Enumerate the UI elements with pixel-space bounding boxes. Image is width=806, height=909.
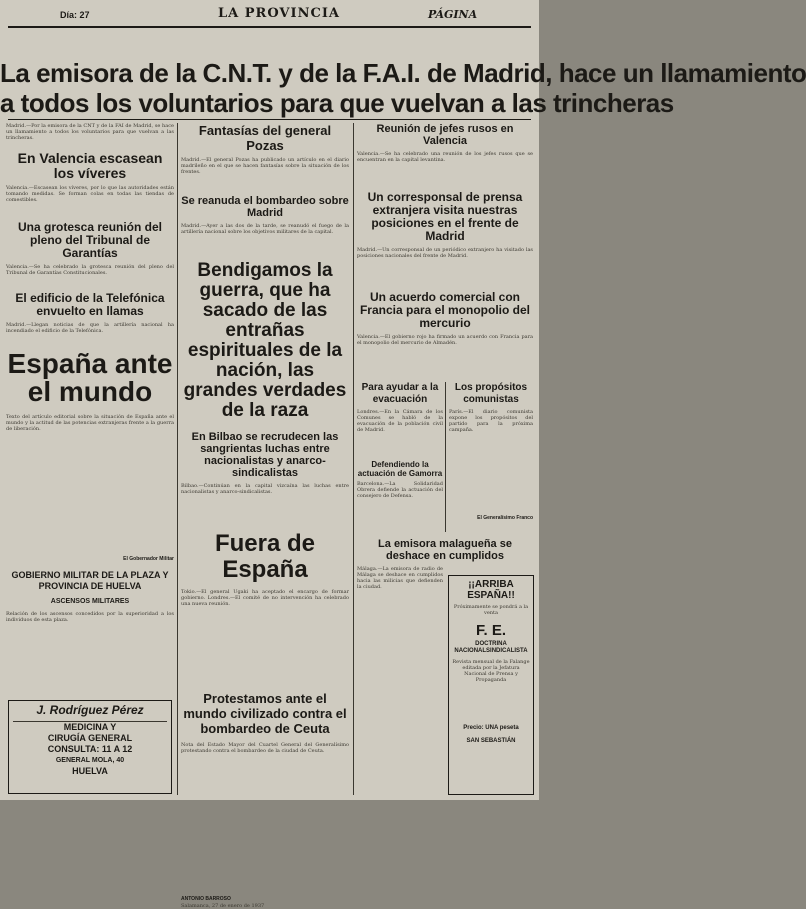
corresponsal-headline: Un corresponsal de prensa extranjera visita nuestras posiciones en el frente de Madrid [367,190,523,243]
doctor-ad [8,700,172,794]
right-signature: El Generalísimo Franco [477,515,533,521]
issue-day: Día: 27 [60,10,90,20]
ayudar-text: Londres.—En la Cámara de los Comunes se habló de la evacuación de la población civil de Madrid. [357,409,443,433]
main-headline-line1: La emisora de la C.N.T. y de la F.A.I. de Madrid, hace un llamamiento [0,58,806,88]
ad-line-consulta: CONSULTA: 11 A 12 [47,744,133,754]
ad-doctor-name: J. Rodríguez Pérez [36,703,144,717]
newspaper-title: LA PROVINCIA [218,6,340,21]
split-section [357,382,533,532]
main-headline-line2: a todos los voluntarios para que vuelvan a las trincheras [0,88,674,118]
ad-arriba-sub: Próximamente se pondrá a la venta [453,604,529,616]
gobierno-headline: GOBIERNO MILITAR DE LA PLAZA Y PROVINCIA DE HUELVA [11,570,169,591]
lead-text: Madrid.—Por la emisora de la CNT y de la FAI de Madrid, se hace un llamamiento a todos los voluntarios para que vuelvan a las trincheras. [6,123,174,141]
ad-divider [13,721,167,722]
ad-fe-place: SAN SEBASTIÁN [466,738,516,744]
ad-fe-title: DOCTRINA NACIONALSINDICALISTA [454,641,528,654]
left-signature: El Gobernador Militar [123,556,174,562]
ad-fe-logo: F. E. [475,622,506,639]
ad-line-cirugia: CIRUGÍA GENERAL [47,733,133,743]
ad-line-medicina: MEDICINA Y [63,722,117,732]
telefonica-headline: El edificio de la Telefónica envuelto en llamas [15,291,165,318]
telefonica-text: Madrid.—Llegan noticias de que la artillería nacional ha incendiado el edificio de la Telefónica. [6,322,174,334]
ad-line-city: HUELVA [72,766,108,776]
fuera-text: Tokio.—El general Ugaki ha aceptado el encargo de formar gobierno. Londres.—El comité de no intervención ha celebrado una nueva reunión. [181,589,349,607]
pozas-headline: Fantasías del general Pozas [198,123,332,153]
header-rule [8,26,531,28]
bombardeo-text: Madrid.—Ayer a las dos de la tarde, se reanudó el fuego de la artillería nacional sobre los objetivos militares de la capital. [181,223,349,235]
defendiendo-headline: Defendiendo la actuación de Gamorra [357,460,443,478]
ad-fe-text: Revista mensual de la Falange editada por la Jefatura Nacional de Prensa y Propaganda [452,659,530,683]
center-column [181,123,349,909]
propositos-headline: Los propósitos comunistas [454,382,528,405]
propositos-text: París.—El diario comunista expone los propósitos del partido para la próxima campaña. [449,409,533,433]
acuerdo-text: Valencia.—El gobierno rojo ha firmado un acuerdo con Francia para el monopolio del mercurio de Almadén. [357,334,533,346]
column-divider-right [353,123,354,795]
split-divider [445,382,446,532]
fe-ad [448,575,534,795]
ad-line-address: GENERAL MOLA, 40 [55,757,125,764]
propositos-block [449,382,533,521]
espana-text: Texto del artículo editorial sobre la situación de España ante el mundo y la actitud de las potencias extranjeras frente a la guerra de liberación. [6,414,174,432]
left-column [6,123,174,795]
bilbao-text: Bilbao.—Continúan en la capital vizcaína las luchas entre nacionalistas y anarco-sindicalistas. [181,483,349,495]
fuera-headline: Fuera de España [214,530,316,583]
ascensos-text: Relación de los ascensos concedidos por la superioridad a los individuos de esta plaza. [6,611,174,623]
ascensos-headline: ASCENSOS MILITARES [50,598,130,605]
espana-headline: España ante el mundo [7,348,173,407]
valencia-headline: En Valencia escasean los víveres [17,150,163,181]
pozas-text: Madrid.—El general Pozas ha publicado un artículo en el diario madrileño en el que se hacen fantasías sobre la situación de los frentes. [181,157,349,175]
rusos-text: Valencia.—Se ha celebrado una reunión de los jefes rusos que se encuentran en la capital levantina. [357,151,533,163]
ayudar-headline: Para ayudar a la evacuación [361,382,439,405]
page-header [0,4,539,24]
malaguena-headline: La emisora malagueña se deshace en cumplidos [378,538,512,562]
ayudar-block [357,382,443,521]
defendiendo-text: Barcelona.—La Solidaridad Obrera defiende la actuación del consejero de Defensa. [357,481,443,499]
center-signature: ANTONIO BARROSO [181,896,231,902]
acuerdo-headline: Un acuerdo comercial con Francia para el monopolio del mercurio [359,290,531,330]
ad-arriba: ¡¡ARRIBA ESPAÑA!! [467,579,515,601]
headline-rule [8,119,531,120]
corresponsal-text: Madrid.—Un corresponsal de un periódico extranjero ha visitado las posiciones nacionales del frente de Madrid. [357,247,533,259]
grotesca-text: Valencia.—Se ha celebrado la grotesca reunión del pleno del Tribunal de Garantías Constitucionales. [6,264,174,276]
protestamos-text: Nota del Estado Mayor del Cuartel General del Generalísimo protestando contra el bombardeo de la ciudad de Ceuta. [181,742,349,754]
bilbao-headline: En Bilbao se recrudecen las sangrientas luchas entre nacionalistas y anarco-sindicalistas [191,431,339,479]
column-divider-left [177,123,178,795]
ad-fe-price: Precio: UNA peseta [463,725,519,731]
grotesca-headline: Una grotesca reunión del pleno del Tribunal de Garantías [17,220,163,260]
center-signature-date: Salamanca, 27 de enero de 1937 [181,903,265,909]
page-label: PÁGINA [428,8,478,21]
valencia-text: Valencia.—Escasean los víveres, por lo que las autoridades están tomando medidas. Se forman colas en todas las tiendas de comestibles. [6,185,174,203]
malaguena-text: Málaga.—La emisora de radio de Málaga se deshace en cumplidos hacia las milicias que defienden la ciudad. [357,566,443,590]
bendigamos-headline: Bendigamos la guerra, que ha sacado de las entrañas espirituales de la nación, las grandes verdades de la raza [183,260,347,421]
bombardeo-headline: Se reanuda el bombardeo sobre Madrid [181,195,349,219]
rusos-headline: Reunión de jefes rusos en Valencia [376,123,514,147]
protestamos-headline: Protestamos ante el mundo civilizado contra el bombardeo de Ceuta [183,691,347,736]
